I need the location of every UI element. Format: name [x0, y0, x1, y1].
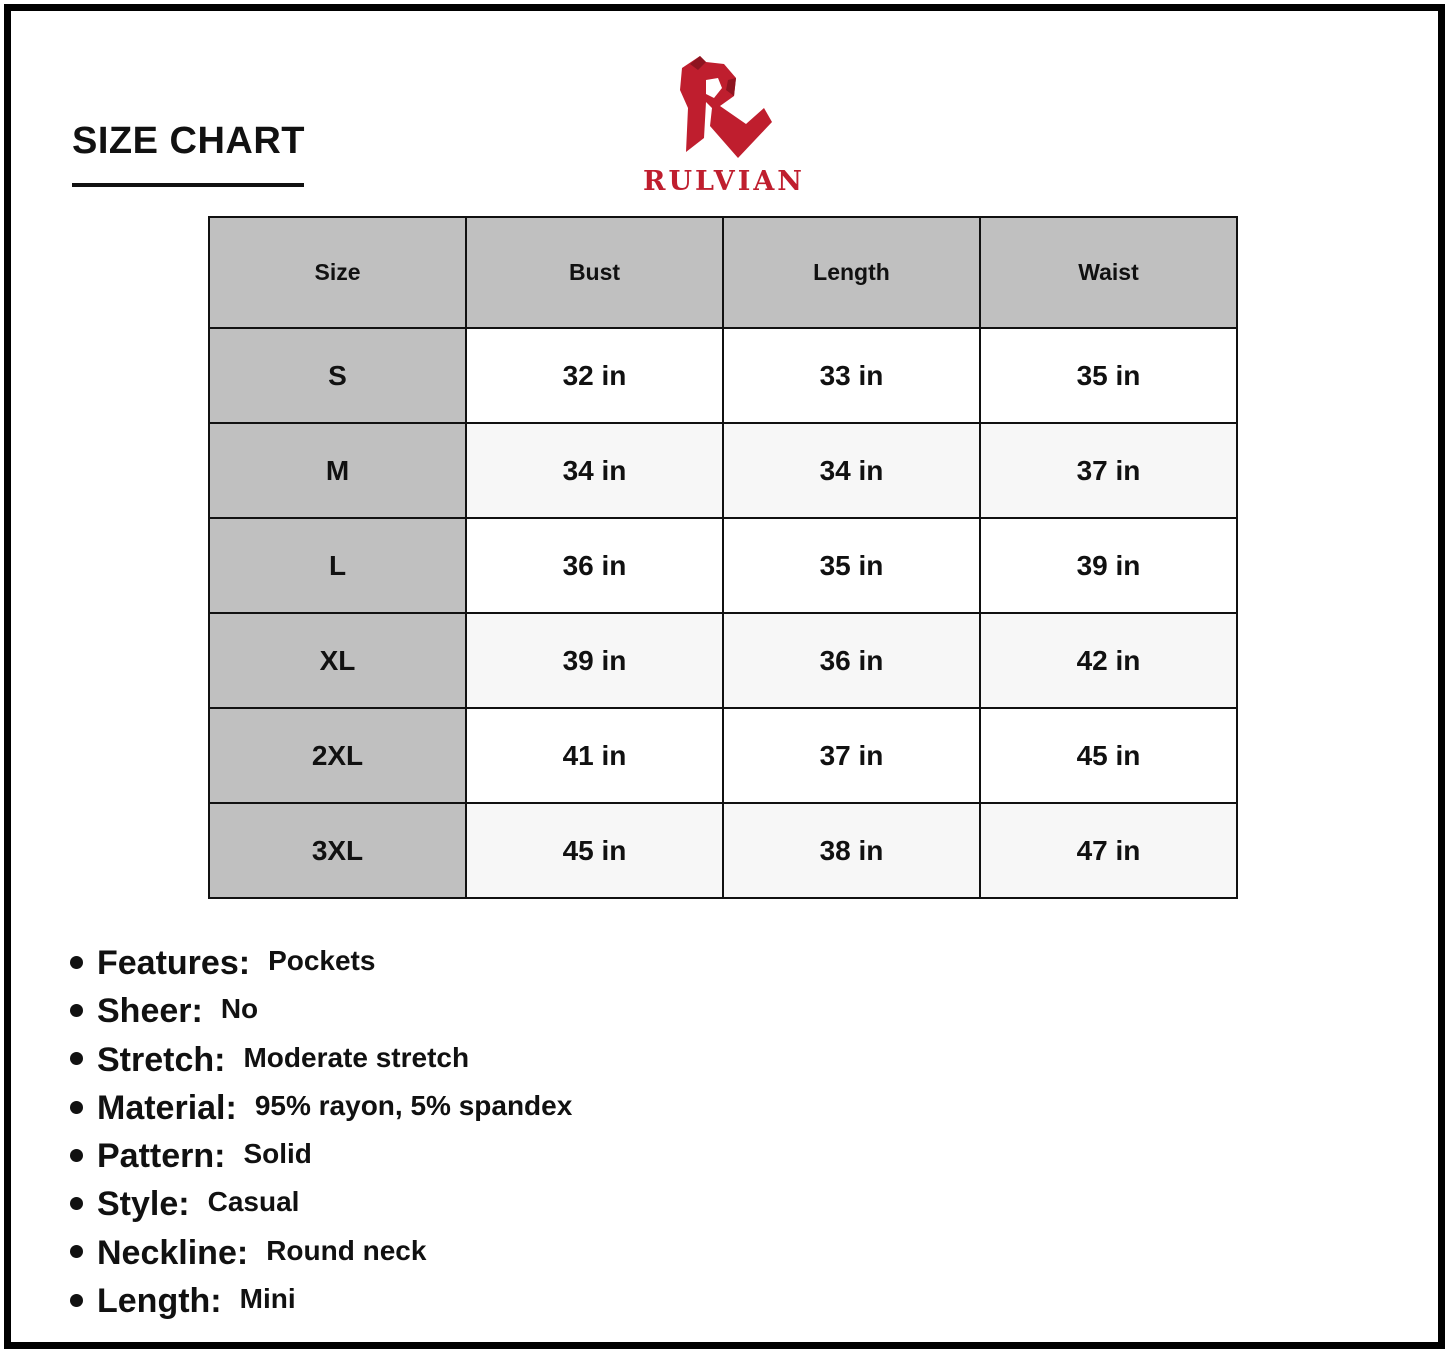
bullet-icon — [70, 1149, 83, 1162]
header-length: Length — [723, 217, 980, 328]
feature-label: Neckline: — [97, 1233, 249, 1272]
feature-item — [70, 1282, 572, 1330]
feature-value: Solid — [243, 1138, 312, 1170]
size-cell: M — [209, 423, 466, 518]
feature-value: 95% rayon, 5% spandex — [254, 1089, 573, 1121]
feature-label: Style: — [97, 1185, 190, 1224]
table-row — [209, 328, 1237, 423]
feature-label: Length: — [97, 1282, 222, 1321]
title-underline — [72, 183, 304, 187]
feature-value: No — [220, 993, 259, 1025]
feature-value: Round neck — [266, 1234, 427, 1266]
feature-item — [70, 1041, 572, 1089]
waist-cell: 42 in — [980, 613, 1237, 708]
feature-value: Moderate stretch — [243, 1041, 470, 1073]
feature-label: Sheer: — [97, 992, 203, 1031]
feature-item — [70, 1089, 572, 1137]
bust-cell: 36 in — [466, 518, 723, 613]
size-cell: 2XL — [209, 708, 466, 803]
feature-item — [70, 992, 572, 1040]
feature-label: Stretch: — [97, 1040, 226, 1079]
waist-cell: 45 in — [980, 708, 1237, 803]
feature-label: Material: — [97, 1088, 237, 1127]
table-row — [209, 803, 1237, 898]
length-cell: 38 in — [723, 803, 980, 898]
table-header-row — [209, 217, 1237, 328]
size-cell: S — [209, 328, 466, 423]
length-cell: 33 in — [723, 328, 980, 423]
bust-cell: 32 in — [466, 328, 723, 423]
length-cell: 36 in — [723, 613, 980, 708]
bullet-icon — [70, 1294, 83, 1307]
length-cell: 37 in — [723, 708, 980, 803]
bust-cell: 45 in — [466, 803, 723, 898]
table-row — [209, 518, 1237, 613]
feature-value: Casual — [207, 1186, 300, 1218]
r-monogram-logo-icon — [676, 50, 776, 162]
table-row — [209, 423, 1237, 518]
feature-item — [70, 1185, 572, 1233]
waist-cell: 39 in — [980, 518, 1237, 613]
bullet-icon — [70, 1197, 83, 1210]
header-bust: Bust — [466, 217, 723, 328]
table-row — [209, 708, 1237, 803]
size-cell: L — [209, 518, 466, 613]
feature-value: Pockets — [268, 945, 376, 976]
feature-value: Mini — [239, 1283, 296, 1315]
feature-list — [70, 944, 572, 1330]
size-table — [208, 216, 1238, 899]
feature-item — [70, 1137, 572, 1185]
table-row — [209, 613, 1237, 708]
header-size: Size — [209, 217, 466, 328]
brand-name: RULVIAN — [643, 166, 805, 197]
page-title: SIZE CHART — [72, 120, 305, 162]
feature-item — [70, 1234, 572, 1282]
feature-label: Features: — [97, 944, 251, 982]
bullet-icon — [70, 1245, 83, 1258]
size-cell: 3XL — [209, 803, 466, 898]
length-cell: 34 in — [723, 423, 980, 518]
bullet-icon — [70, 1052, 83, 1065]
bullet-icon — [70, 1004, 83, 1017]
length-cell: 35 in — [723, 518, 980, 613]
header-waist: Waist — [980, 217, 1237, 328]
bust-cell: 41 in — [466, 708, 723, 803]
bullet-icon — [70, 956, 83, 969]
waist-cell: 47 in — [980, 803, 1237, 898]
bust-cell: 34 in — [466, 423, 723, 518]
waist-cell: 37 in — [980, 423, 1237, 518]
bust-cell: 39 in — [466, 613, 723, 708]
brand-logo — [626, 50, 822, 200]
size-cell: XL — [209, 613, 466, 708]
waist-cell: 35 in — [980, 328, 1237, 423]
feature-label: Pattern: — [97, 1137, 226, 1176]
feature-item — [70, 944, 572, 992]
bullet-icon — [70, 1101, 83, 1114]
